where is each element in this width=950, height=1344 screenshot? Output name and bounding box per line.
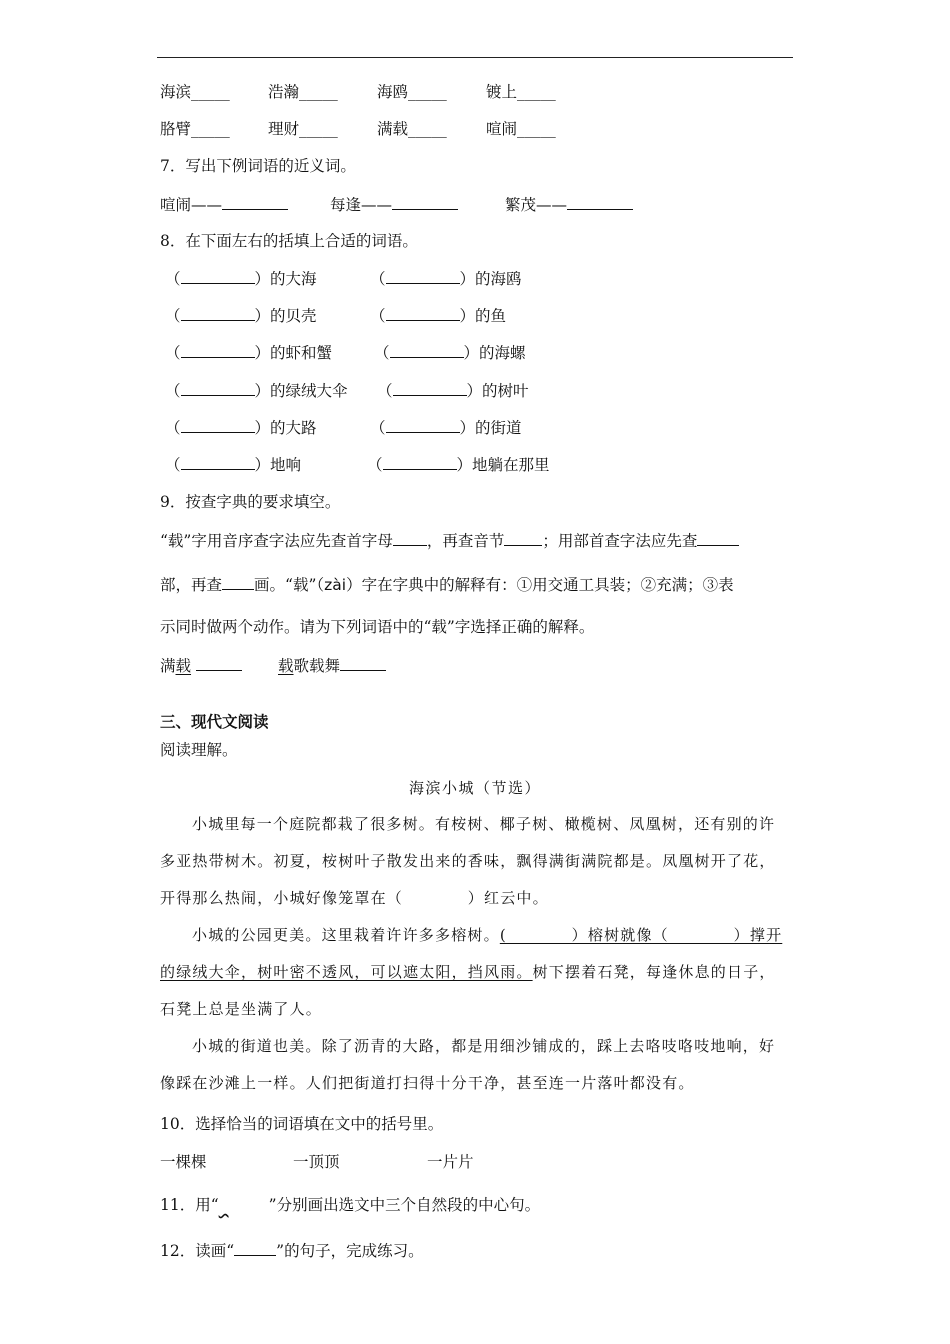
option[interactable]: 一顶顶 xyxy=(293,1153,340,1171)
passage-paragraph-1: 小城里每一个庭院都栽了很多树。有桉树、椰子树、橄榄树、凤凰树，还有别的许多亚热带树木。初夏，桉树叶子散发出来的香味，飘得满街满院都是。凤凰树开了花，开得那么热闹，小城好像笼罩在（ ）红云中。 xyxy=(160,815,776,907)
section-heading: 三、现代文阅读 xyxy=(160,713,269,731)
question-9-line3: 示同时做两个动作。请为下列词语中的“载”字选择正确的解释。 xyxy=(160,618,595,636)
fill-item-left[interactable]: （ ）地响 xyxy=(165,456,302,474)
blank[interactable] xyxy=(222,574,254,590)
fill-item-left[interactable]: （ ）的大海 xyxy=(165,270,317,288)
synonym-item[interactable]: 每逢—— xyxy=(330,194,458,215)
blank[interactable] xyxy=(697,530,739,546)
word-blank[interactable]: 海鸥_____ xyxy=(377,83,447,101)
word-blank[interactable]: 胳臂_____ xyxy=(160,120,230,138)
header-rule xyxy=(157,57,793,58)
word-blank[interactable]: 理财_____ xyxy=(268,120,338,138)
option[interactable]: 一棵棵 xyxy=(160,1153,207,1171)
question-11: 11．用“ ”分别画出选文中三个自然段的中心句。 xyxy=(160,1196,541,1214)
option[interactable]: 一片片 xyxy=(427,1153,474,1171)
word-blank[interactable]: 浩瀚_____ xyxy=(268,83,338,101)
synonym-item[interactable]: 喧闹—— xyxy=(160,194,288,215)
word-manzai[interactable]: 满载 xyxy=(160,655,242,676)
question-8: 8．在下面左右的括填上合适的词语。 xyxy=(160,232,418,250)
fill-item-right[interactable]: （ ）的鱼 xyxy=(370,307,507,325)
synonym-item[interactable]: 繁茂—— xyxy=(505,194,633,215)
word-blank[interactable]: 镀上_____ xyxy=(486,83,556,101)
passage xyxy=(160,806,790,1102)
passage-paragraph-3: 小城的街道也美。除了沥青的大路，都是用细沙铺成的，踩上去咯吱咯吱地响，好像踩在沙滩上一样。人们把街道打扫得十分干净，甚至连一片落叶都没有。 xyxy=(160,1037,776,1092)
reading-intro: 阅读理解。 xyxy=(160,741,238,759)
word-blank[interactable]: 喧闹_____ xyxy=(486,120,556,138)
question-9-line2: 部，再查 画。“载”（zài）字在字典中的解释有：①用交通工具装；②充满；③表 xyxy=(160,576,734,594)
fill-item-left[interactable]: （ ）的绿绒大伞 xyxy=(165,382,348,400)
question-12: 12．读画“ ”的句子，完成练习。 xyxy=(160,1242,424,1260)
question-9-line1: “载”字用音序查字法应先查首字母 ，再查音节 ；用部首查字法应先查 xyxy=(160,530,739,551)
word-blank[interactable]: 海滨_____ xyxy=(160,83,230,101)
fill-item-right[interactable]: （ ）地躺在那里 xyxy=(367,456,550,474)
question-10: 10．选择恰当的词语填在文中的括号里。 xyxy=(160,1115,444,1133)
question-7: 7．写出下例词语的近义词。 xyxy=(160,157,356,175)
blank[interactable] xyxy=(393,530,427,546)
fill-item-left[interactable]: （ ）的虾和蟹 xyxy=(165,344,333,362)
question-9: 9．按查字典的要求填空。 xyxy=(160,493,341,511)
word-blank[interactable]: 满载_____ xyxy=(377,120,447,138)
fill-item-right[interactable]: （ ）的海螺 xyxy=(374,344,526,362)
fill-item-right[interactable]: （ ）的街道 xyxy=(370,419,522,437)
pinyin: zài xyxy=(324,576,347,594)
fill-item-right[interactable]: （ ）的海鸥 xyxy=(370,270,522,288)
underlined-sentence: ( ）榕树就像（ ）撑开的绿绒大伞，树叶密不透风，可以遮太阳，挡风雨。 xyxy=(160,926,783,981)
fill-item-right[interactable]: （ ）的树叶 xyxy=(377,382,529,400)
fill-item-left[interactable]: （ ）的贝壳 xyxy=(165,307,317,325)
word-zaigezaiwu[interactable]: 载歌载舞 xyxy=(278,655,386,676)
passage-paragraph-2: 小城的公园更美。这里栽着许许多多榕树。( ）榕树就像（ ）撑开的绿绒大伞，树叶密不透风，可以遮太阳，挡风雨。树下摆着石凳，每逢休息的日子，石凳上总是坐满了人。 xyxy=(160,926,783,1018)
fill-item-left[interactable]: （ ）的大路 xyxy=(165,419,317,437)
passage-title: 海滨小城（节选） xyxy=(408,779,541,797)
blank[interactable] xyxy=(504,530,542,546)
